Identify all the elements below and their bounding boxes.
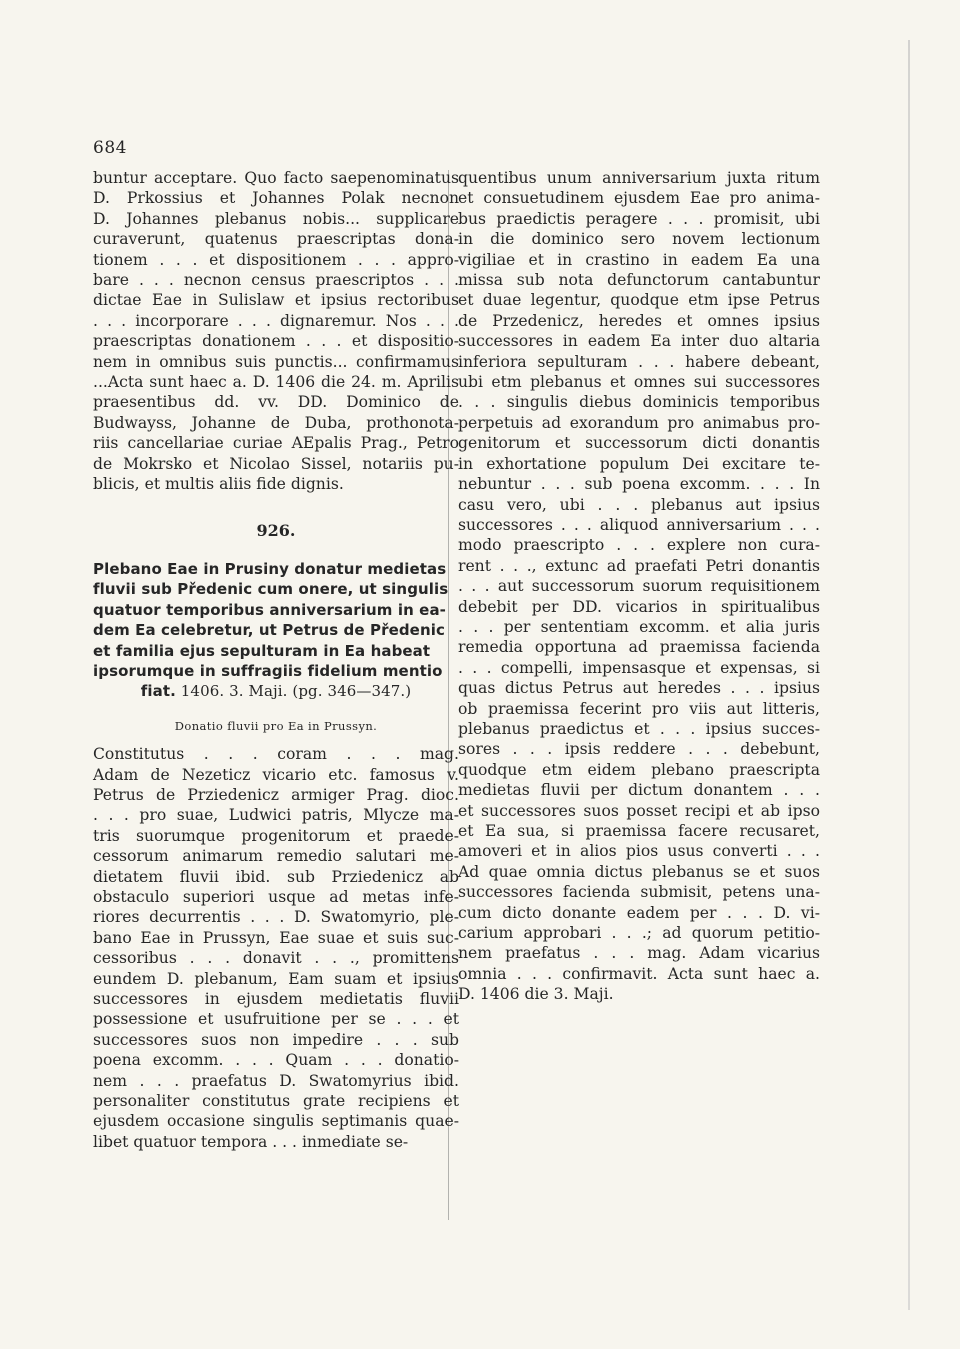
text-line: nem praefatus . . . mag. Adam vicarius [458,944,820,963]
headline-line: quatuor temporibus anniversarium in ea- [93,600,446,619]
text-line: personaliter constitutus grate recipiens et [93,1092,459,1111]
text-line: omnia . . . confirmavit. Acta sunt haec a. [458,964,820,983]
text-line: riores decurrentis . . . D. Swatomyrio, ple- [93,908,459,927]
text-line: D. Johannes plebanus nobis... supplicare [93,209,459,228]
text-line: debebit per DD. vicarios in spiritualibus [458,597,820,616]
text-line: . . . per sententiam excomm. et alia juris [458,617,820,636]
page-number: 684 [93,138,127,158]
text-line: Adam de Nezeticz vicario etc. famosus v. [93,765,459,784]
text-line: cessorum animarum remedio salutari me- [93,847,459,866]
text-line: successores in ejusdem medietatis fluvii [93,990,459,1009]
headline-line: Plebano Eae in Prusiny donatur medietas [93,559,447,578]
text-line: D. 1406 die 3. Maji. [458,985,614,1004]
text-line: de Przedenicz, heredes et omnes ipsius [458,311,820,330]
text-line: obstaculo superiori usque ad metas infe- [93,888,459,906]
text-line: libet quatuor tempora . . . inmediate se- [93,1132,409,1151]
text-line: Petrus de Prziedenicz armiger Prag. dioc. [93,785,459,804]
text-line: D. Prkossius et Johannes Polak necnon [93,189,459,208]
text-line: Ad quae omnia dictus plebanus se et suos [458,862,820,881]
text-line: tris suorumque progenitorum et praede- [93,826,459,845]
text-line: successores in eadem Ea inter duo altaria [458,332,820,351]
text-line: modo praescripto . . . explere non cura- [458,536,820,555]
text-line: buntur acceptare. Quo facto saepenominatus [93,169,459,187]
text-line: Constitutus . . . coram . . . mag. [93,745,459,764]
text-line: bano Eae in Prussyn, Eae suae et suis suc- [93,928,459,947]
text-line: ubi etm plebanus et omnes sui successores [458,373,820,392]
right-column [458,168,820,1005]
headline-last-bold: fiat. [140,682,176,701]
text-line: blicis, et multis aliis fide dignis. [93,475,344,494]
document-subheading: Donatio fluvii pro Ea in Prussyn. [174,718,378,733]
text-line: ob praemissa fecerint pro viis aut litteris, [458,699,820,718]
text-line: quentibus unum anniversarium juxta ritum [458,169,820,187]
document-headline [93,559,459,681]
headline-line: et familia ejus sepulturam in Ea habeat [93,641,431,660]
left-body-paragraph [93,744,459,1152]
text-line: successores . . . aliquod anniversarium . . . [458,515,820,534]
text-line: dictae Eae in Sulislaw et ipsius rectoribus [93,291,459,310]
text-line: possessione et usufruitione per se . . . et [93,1010,459,1029]
text-line: successores facienda submisit, petens una- [458,883,820,902]
text-line: et duae legentur, quodque etm ipse Petrus [458,291,820,310]
text-line: de Mokrsko et Nicolao Sissel, notariis pu- [93,454,459,473]
text-line: cum dicto donante eadem per . . . D. vi- [458,903,820,922]
text-line: bus praedictis peragere . . . promisit, ubi [458,209,820,228]
text-line: amoveri et in alios pios usus converti . . . [458,842,820,861]
text-line: et Ea sua, si praemissa facere recusaret, [458,822,820,840]
text-line: . . . singulis diebus dominicis temporibus [458,393,820,412]
text-line: nem in omnibus suis punctis... confirmamus [93,352,459,371]
left-top-paragraph [93,168,459,495]
text-line: genitorum et successorum dicti donantis [458,434,820,453]
document-number: 926. [256,520,296,540]
text-line: casu vero, ubi . . . plebanus aut ipsius [458,495,820,514]
text-line: dietatem fluvii ibid. sub Prziedenicz ab [93,867,459,886]
text-line: Budwayss, Johanne de Duba, prothonota- [93,413,459,432]
text-line: . . . aut successorum suorum requisitionem [458,577,820,596]
text-line: in die dominico sero novem lectionum [458,230,820,249]
text-line: perpetuis ad exorandum pro animabus pro- [458,413,820,432]
text-line: eundem D. plebanum, Eam suam et ipsius [93,969,459,988]
text-line: rent . . ., extunc ad praefati Petri donantis [458,556,820,575]
text-line: praesentibus dd. vv. DD. Dominico de [93,393,459,412]
text-line: praescriptas donationem . . . et dispositio- [93,332,459,351]
text-line: missa sub nota defunctorum cantabuntur [458,271,820,290]
text-line: poena excomm. . . . Quam . . . donatio- [93,1051,459,1070]
text-line: tionem . . . et dispositionem . . . appro- [93,250,459,269]
text-line: quodque etm eidem plebano praescripta [458,760,820,779]
text-line: . . . pro suae, Ludwici patris, Mlycze ma- [93,806,459,825]
text-line: in exhortatione populum Dei excitare te- [458,454,820,473]
text-line: ...Acta sunt haec a. D. 1406 die 24. m. Aprilis [93,373,459,392]
text-line: . . . compelli, impensasque et expensas, si [458,658,820,677]
text-line: et successores suos posset recipi et ab ipso [458,801,820,820]
text-line: . . . incorporare . . . dignaremur. Nos . . . [93,311,459,330]
text-line: sores . . . ipsis reddere . . . debebunt, [458,740,820,759]
text-line: ejusdem occasione singulis septimanis quae- [93,1112,459,1131]
text-line: inferiora sepulturam . . . habere debeant, [458,352,820,371]
headline-line: ipsorumque in suffragiis fidelium mentio [93,661,443,680]
text-line: remedia opportuna ad praemissa facienda [458,638,820,657]
text-line: cessoribus . . . donavit . . ., promittens [93,949,459,968]
text-line: medietas fluvii per dictum donantem . . . [458,781,820,800]
text-line: quas dictus Petrus aut heredes . . . ipsius [458,679,820,698]
headline-line: fluvii sub Předenic cum onere, ut singulis [93,580,449,599]
text-line: nem . . . praefatus D. Swatomyrius ibid. [93,1071,459,1090]
headline-date: 1406. 3. Maji. (pg. 346—347.) [175,682,412,701]
text-line: bare . . . necnon census praescriptos . . . [93,271,459,290]
text-line: carium approbari . . .; ad quorum petitio- [458,924,820,943]
text-line: successores suos non impedire . . . sub [93,1030,459,1049]
headline-line: dem Ea celebretur, ut Petrus de Předenic [93,621,445,640]
text-line: plebanus praedictus et . . . ipsius succes- [458,719,820,738]
text-line: nebuntur . . . sub poena excomm. . . . In [458,475,820,494]
text-line: curaverunt, quatenus praescriptas dona- [93,230,459,249]
text-line: riis cancellariae curiae AEpalis Prag., Petro [93,434,459,453]
text-line: vigiliae et in crastino in eadem Ea una [458,250,820,269]
headline-line [93,681,459,701]
left-column [93,168,459,1152]
headline-last-line [93,681,459,701]
page-edge-shadow [908,40,910,1310]
text-line: et consuetudinem ejusdem Eae pro anima- [458,189,820,208]
